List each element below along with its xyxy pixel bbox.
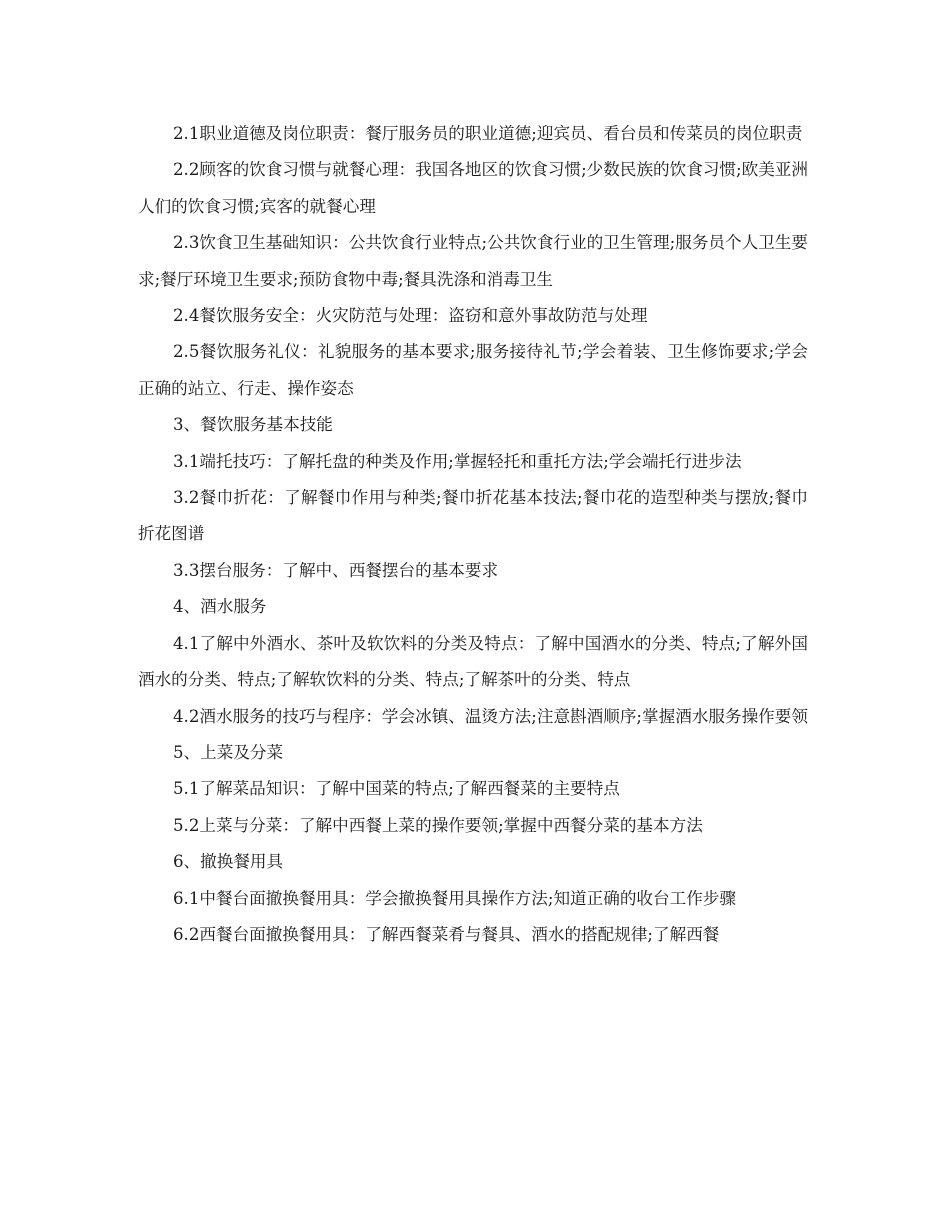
section-heading-5: 5、上菜及分菜 bbox=[173, 742, 284, 762]
paragraph-4-1: 4.1了解中外酒水、茶叶及软饮料的分类及特点：了解中国酒水的分类、特点;了解外国酒水的分类、特点;了解软饮料的分类、特点;了解茶叶的分类、特点 bbox=[138, 633, 808, 690]
paragraph-3-1: 3.1端托技巧：了解托盘的种类及作用;掌握轻托和重托方法;学会端托行进步法 bbox=[173, 451, 742, 471]
paragraph-5-2: 5.2上菜与分菜：了解中西餐上菜的操作要领;掌握中西餐分菜的基本方法 bbox=[173, 815, 703, 835]
section-heading-3: 3、餐饮服务基本技能 bbox=[173, 415, 333, 435]
section-heading-6: 6、撤换餐用具 bbox=[173, 852, 284, 872]
paragraph-2-2: 2.2顾客的饮食习惯与就餐心理：我国各地区的饮食习惯;少数民族的饮食习惯;欧美亚洲人们的饮食习惯;宾客的就餐心理 bbox=[138, 160, 808, 216]
paragraph-2-3: 2.3饮食卫生基础知识：公共饮食行业特点;公共饮食行业的卫生管理;服务员个人卫生要求;餐厅环境卫生要求;预防食物中毒;餐具洗涤和消毒卫生 bbox=[138, 233, 808, 289]
paragraph-6-2: 6.2西餐台面撤换餐用具：了解西餐菜肴与餐具、酒水的搭配规律;了解西餐 bbox=[173, 924, 720, 944]
paragraph-6-1: 6.1中餐台面撤换餐用具：学会撤换餐用具操作方法;知道正确的收台工作步骤 bbox=[173, 888, 736, 908]
section-heading-4: 4、酒水服务 bbox=[173, 597, 267, 617]
paragraph-3-2: 3.2餐巾折花：了解餐巾作用与种类;餐巾折花基本技法;餐巾花的造型种类与摆放;餐巾折花图谱 bbox=[138, 488, 808, 544]
document-body bbox=[138, 116, 808, 953]
paragraph-2-5: 2.5餐饮服务礼仪：礼貌服务的基本要求;服务接待礼节;学会着装、卫生修饰要求;学会正确的站立、行走、操作姿态 bbox=[138, 342, 808, 398]
paragraph-5-1: 5.1了解菜品知识：了解中国菜的特点;了解西餐菜的主要特点 bbox=[173, 779, 620, 799]
paragraph-3-3: 3.3摆台服务：了解中、西餐摆台的基本要求 bbox=[173, 560, 499, 580]
paragraph-2-4: 2.4餐饮服务安全：火灾防范与处理：盗窃和意外事故防范与处理 bbox=[173, 306, 648, 326]
paragraph-4-2: 4.2酒水服务的技巧与程序：学会冰镇、温烫方法;注意斟酒顺序;掌握酒水服务操作要领 bbox=[173, 706, 808, 726]
paragraph-2-1: 2.1职业道德及岗位职责：餐厅服务员的职业道德;迎宾员、看台员和传菜员的岗位职责 bbox=[173, 124, 803, 143]
